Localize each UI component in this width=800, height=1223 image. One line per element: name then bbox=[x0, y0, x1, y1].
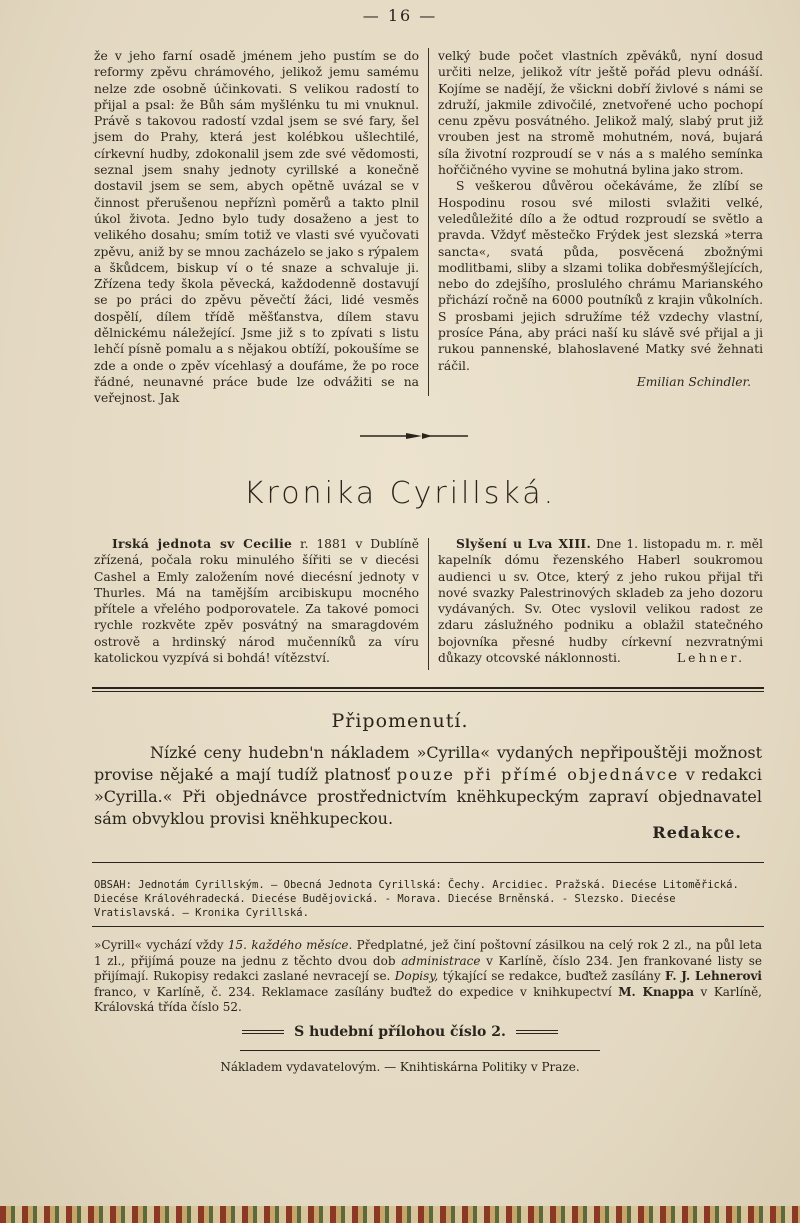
news-body: r. 1881 v Dublíně zřízená, počala roku minulého šířiti se v diecési Cashel a Emly založením nové diecésní jednoty v Thurles. Má na tamějším arcibiskupu mocného přítele a vřelého podporovatele. Za takové pomoci rychle rozkvěte zpěv posvátný na smaragdovém ostrově a hrdinský národ mučenníků za víru katolickou vyzpívá si bohdá! vítězství. bbox=[94, 537, 419, 666]
reminder-text-part: Nízké ceny hudebn'n nákladem »Cyrilla« vydaných nepřipouštěji možnost provise nějaké a mají tudíž platnosť bbox=[94, 743, 762, 784]
info-text: v Karlíně, číslo 234. Jen frankované listy se přijímají. Rukopisy redakci zaslané nevracejí se. bbox=[94, 953, 763, 983]
article-paragraph: velký bude počet vlastních zpěváků, nyní dosud určiti nelze, jelikož vítr ještě pořád plevu odnáší. Kojíme se nadějí, že všickni dobří živlové s námi se združí, jakmile zdivočilé, znetvořené ucho pochopí cenu zpěvu posvátného. Jelikož malý, slabý prut již vrouben jest na stromě mohutném, nová, bujará síla životní rozproudí se v nás a s malého semínka hořčičného vyvine se mohutná bylina jako strom. bbox=[438, 49, 763, 178]
article-continuation-left bbox=[94, 48, 419, 407]
section-title-kronika: Kronika Cyrillská. bbox=[243, 476, 557, 511]
info-emphasis: administrace bbox=[401, 953, 481, 968]
news-body: Dne 1. listopadu m. r. měl kapelník dómu řezenského Haberl soukromou audienci u sv. Otce, který z jeho rukou přijal tři nové svazky Palestrinových skladeb za jeho dozoru vydávaných. Sv. Otec vyslovil velikou radost ze zdaru záslužného podniku a oblažil statečného bojovníka přesné hudby církevní nezvratnými důkazy otcovské náklonnosti. bbox=[438, 537, 763, 666]
table-of-contents: OBSAH: Jednotám Cyrillským. — Obecná Jednota Cyrillská: Čechy. Arcidiec. Pražská. Diecése Litoměřická. Diecése Královéhradecká. Diecése Budějovická. - Morava. Diecése Brněnská. - Slezsko. Diecése Vratislavská. — Kronika Cyrillská. bbox=[94, 879, 739, 919]
article-continuation-right bbox=[438, 48, 763, 390]
reminder-text-part: v redakci »Cyrilla.« Při objednávce prostřednictvím knëhkupeckým zapraví objednavatel sám obvyklou provisi knëhkupeckou. bbox=[94, 765, 762, 828]
decorative-border bbox=[0, 1206, 800, 1223]
printer-imprint: Nákladem vydavatelovým. — Knihtiskárna Politiky v Praze. bbox=[220, 1060, 580, 1074]
article-paragraph: že v jeho farní osadě jménem jeho pustím se do reformy zpěvu chrámového, jelikož jemu samému nelze zde osobně účinkovati. S velikou radostí to přijal a psal: že Bůh sám myšlénku tu mi vnuknul. Právě s takovou radostí vzdal jsem se své fary, šel jsem do Prahy, která jest kolébkou ušlechtilé, církevní hudby, zdokonalil jsem zde své vědomosti, seznal jsem snahy jednoty cyrillské a konečně dostavil jsem se sem, abych opětně uvázal se v činnost přerušenou nepříznì poměrů a takto plnil úkol života. Jedno bylo tudy dosaženo a jest to velikého dosahu; smím totiž ve vlasti své vyučovati zpěvu, aniž by se mnou zacházelo se jako s rýpalem a škůdcem, biskup ví o té snaze a schvaluje ji. Zřízena tedy škola pěvecká, každodenně dostavují se po práci do zpěvu pěvečtí žáci, lidé vesměs dospělí, dílem třídě měšťanstva, dílem stavu dělnickému náležející. Jsme již s to zpívati s listu lehčí písně pomalu a s nějakou obtíží, pokoušíme se zde a onde o zpěv vícehlasý a doufáme, že po roce řádné, neunavné práce bude lze odvážiti se na veřejnost. Jak bbox=[94, 49, 419, 406]
decorative-dash bbox=[242, 1030, 284, 1034]
kronika-item-left bbox=[94, 536, 419, 666]
ornament-divider bbox=[360, 432, 468, 440]
page-number: — 16 — bbox=[362, 6, 438, 25]
decorative-dash bbox=[516, 1030, 558, 1034]
editorial-signature: Redakce. bbox=[652, 823, 742, 842]
horizontal-rule bbox=[92, 691, 764, 692]
news-headline: Irská jednota sv Cecilie bbox=[112, 536, 293, 551]
column-divider bbox=[428, 48, 429, 396]
article-paragraph: S veškerou důvěrou očekáváme, že zlíbí se Hospodinu rosou své milosti svlažiti velké, veledůležité dílo a že odtud rozproudí se světlo a pravda. Vždyť městečko Frýdek jest slezská »terra sancta«, svatá půda, posvěcená zbožnými modlitbami, sliby a slzami tolika dobřesmýšlejících, nebo do zdejšího, proslulého chrámu Marianského přichází ročně na 6000 poutníků z krajin vůkolních. S prosbami jejich sdružíme též vzdechy vlastní, prosíce Pána, aby práci naší ku slávě své přijal a ji rukou pannenské, blahoslavené Matky své žehnati ráčil. bbox=[438, 179, 763, 373]
reminder-emphasis: pouze při přímé objednávce bbox=[396, 765, 680, 784]
publication-info bbox=[94, 938, 762, 1016]
music-supplement-note bbox=[0, 1024, 800, 1040]
kronika-item-right bbox=[438, 536, 763, 667]
horizontal-rule bbox=[92, 862, 764, 863]
horizontal-rule bbox=[92, 926, 764, 927]
info-emphasis: 15. každého měsíce. bbox=[227, 938, 353, 952]
horizontal-rule bbox=[92, 687, 764, 689]
reminder-text bbox=[94, 742, 762, 830]
editor-name: F. J. Lehnerovi bbox=[665, 969, 762, 983]
news-headline: Slyšení u Lva XIII. bbox=[456, 536, 592, 551]
column-divider bbox=[428, 538, 429, 670]
info-text: v Karlíně, Královská třída číslo 52. bbox=[94, 984, 762, 1014]
author-signature: Emilian Schindler. bbox=[636, 374, 751, 389]
horizontal-rule bbox=[240, 1050, 600, 1051]
bookshop-name: M. Knappa bbox=[618, 984, 695, 999]
reminder-title: Připomenutí. bbox=[331, 710, 469, 732]
info-text: »Cyrill« vychází vždy bbox=[94, 938, 228, 952]
info-text: franco, v Karlíně, č. 234. Reklamace zasílány buďtež do expedice v knihkupectví bbox=[94, 984, 619, 999]
author-signature: Lehner. bbox=[677, 651, 745, 666]
music-supplement-text: S hudební přílohou číslo 2. bbox=[294, 1024, 506, 1040]
info-text: Předplatné, jež činí poštovní zásilkou na celý rok 2 zl., na půl leta 1 zl., přijímá pouze na jednu z těchto dvou dob bbox=[94, 938, 762, 968]
info-emphasis: Dopisy, bbox=[394, 969, 439, 983]
info-text: týkající se redakce, buďtež zasílány bbox=[438, 969, 666, 983]
